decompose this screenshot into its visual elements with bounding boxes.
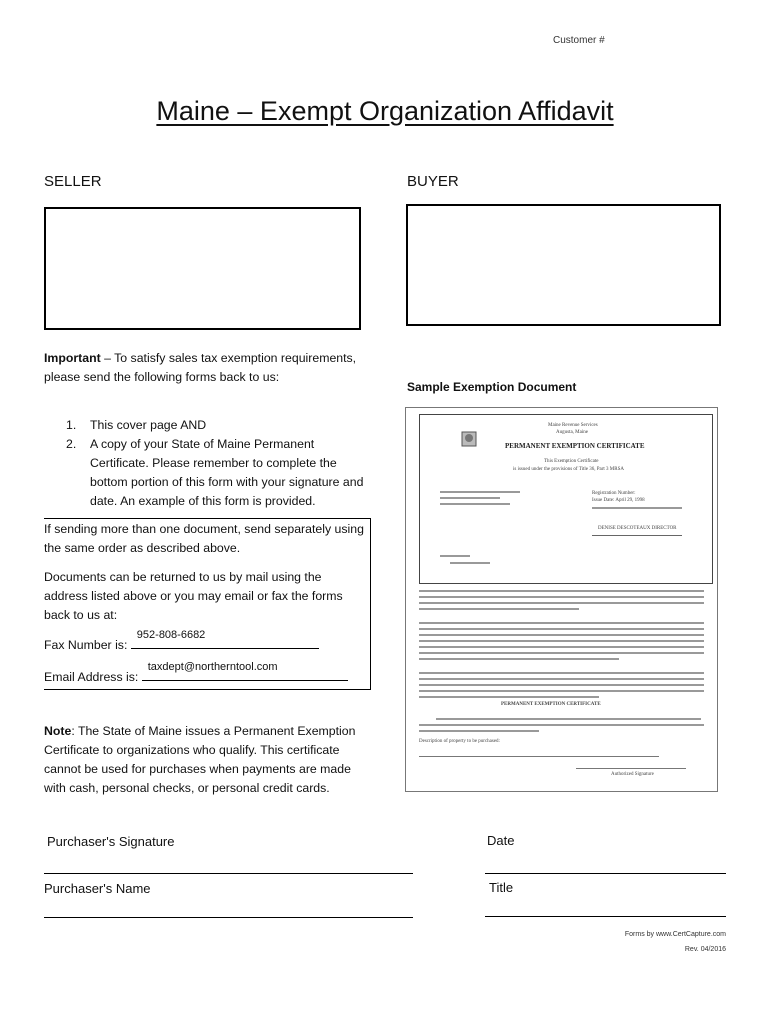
- buyer-heading: BUYER: [407, 173, 459, 190]
- purchaser-name-line[interactable]: [44, 917, 413, 918]
- date-label: Date: [487, 833, 515, 848]
- sample-reg-no: Registration Number:: [592, 491, 636, 496]
- title-line[interactable]: [485, 916, 726, 917]
- sample-subtitle: This Exemption Certificate: [544, 459, 599, 464]
- fax-row: [44, 629, 370, 655]
- date-line[interactable]: [485, 873, 726, 874]
- email-value: taxdept@northerntool.com: [147, 661, 278, 673]
- title-label: Title: [489, 880, 514, 895]
- important-paragraph: Important – To satisfy sales tax exemption requirements, please send the following forms back to us:: [44, 351, 357, 384]
- list-item: 2. A copy of your State of Maine Permanent Certificate. Please remember to complete the bottom portion of this form with your signature and date. An example of this form is provided.: [66, 437, 364, 508]
- instructions-list: [66, 416, 366, 511]
- buyer-box[interactable]: [406, 204, 721, 326]
- sample-label: Sample Exemption Document: [407, 380, 577, 394]
- separate-note: If sending more than one document, send separately using the same order as described above.: [44, 522, 364, 555]
- list-item: 1. This cover page AND: [66, 418, 207, 432]
- purchaser-signature-label: Purchaser's Signature: [47, 834, 175, 849]
- footer-forms: Forms by www.CertCapture.com: [624, 931, 726, 938]
- sample-city: Augusta, Maine: [556, 430, 588, 435]
- sample-issue-date: Issue Date: April 29, 1998: [592, 498, 645, 503]
- footer-revision: Rev. 04/2016: [684, 946, 726, 953]
- maine-seal-icon: [460, 429, 478, 449]
- fax-field[interactable]: [131, 629, 319, 649]
- email-row: [44, 661, 370, 687]
- sample-certificate: [419, 414, 713, 584]
- fax-value: 952-808-6682: [136, 629, 206, 641]
- sample-description: Description of property to be purchased:: [419, 739, 500, 744]
- purchaser-name-label: Purchaser's Name: [44, 881, 151, 896]
- sample-agency: Maine Revenue Services: [548, 423, 598, 428]
- page-title: Maine – Exempt Organization Affidavit: [156, 96, 614, 126]
- return-note: Documents can be returned to us by mail using the address listed above or you may email or fax the forms back to us at:: [44, 570, 343, 622]
- email-field[interactable]: [142, 661, 348, 681]
- seller-box[interactable]: [44, 207, 361, 330]
- sample-authorized-signature: Authorized Signature: [611, 772, 654, 777]
- purchaser-signature-line[interactable]: [44, 873, 413, 874]
- sample-sub-title: PERMANENT EXEMPTION CERTIFICATE: [501, 702, 601, 707]
- fax-label: Fax Number is:: [44, 638, 128, 652]
- note-paragraph: Note: The State of Maine issues a Permanent Exemption Certificate to organizations who qualify. This certificate cannot be used for purchases when payments are made with cash, personal checks, or personal credit cards.: [44, 724, 356, 795]
- customer-number-label: Customer #: [553, 35, 605, 46]
- sample-exemption-image: [405, 407, 718, 792]
- email-label: Email Address is:: [44, 670, 139, 684]
- sample-director-signature: DENISE DESCOTEAUX DIRECTOR: [598, 526, 677, 531]
- seller-heading: SELLER: [44, 173, 102, 190]
- sample-cert-title: PERMANENT EXEMPTION CERTIFICATE: [505, 442, 645, 450]
- contact-box: [44, 518, 371, 690]
- sample-issued: is issued under the provisions of Title 36, Part 3 MRSA: [513, 467, 624, 472]
